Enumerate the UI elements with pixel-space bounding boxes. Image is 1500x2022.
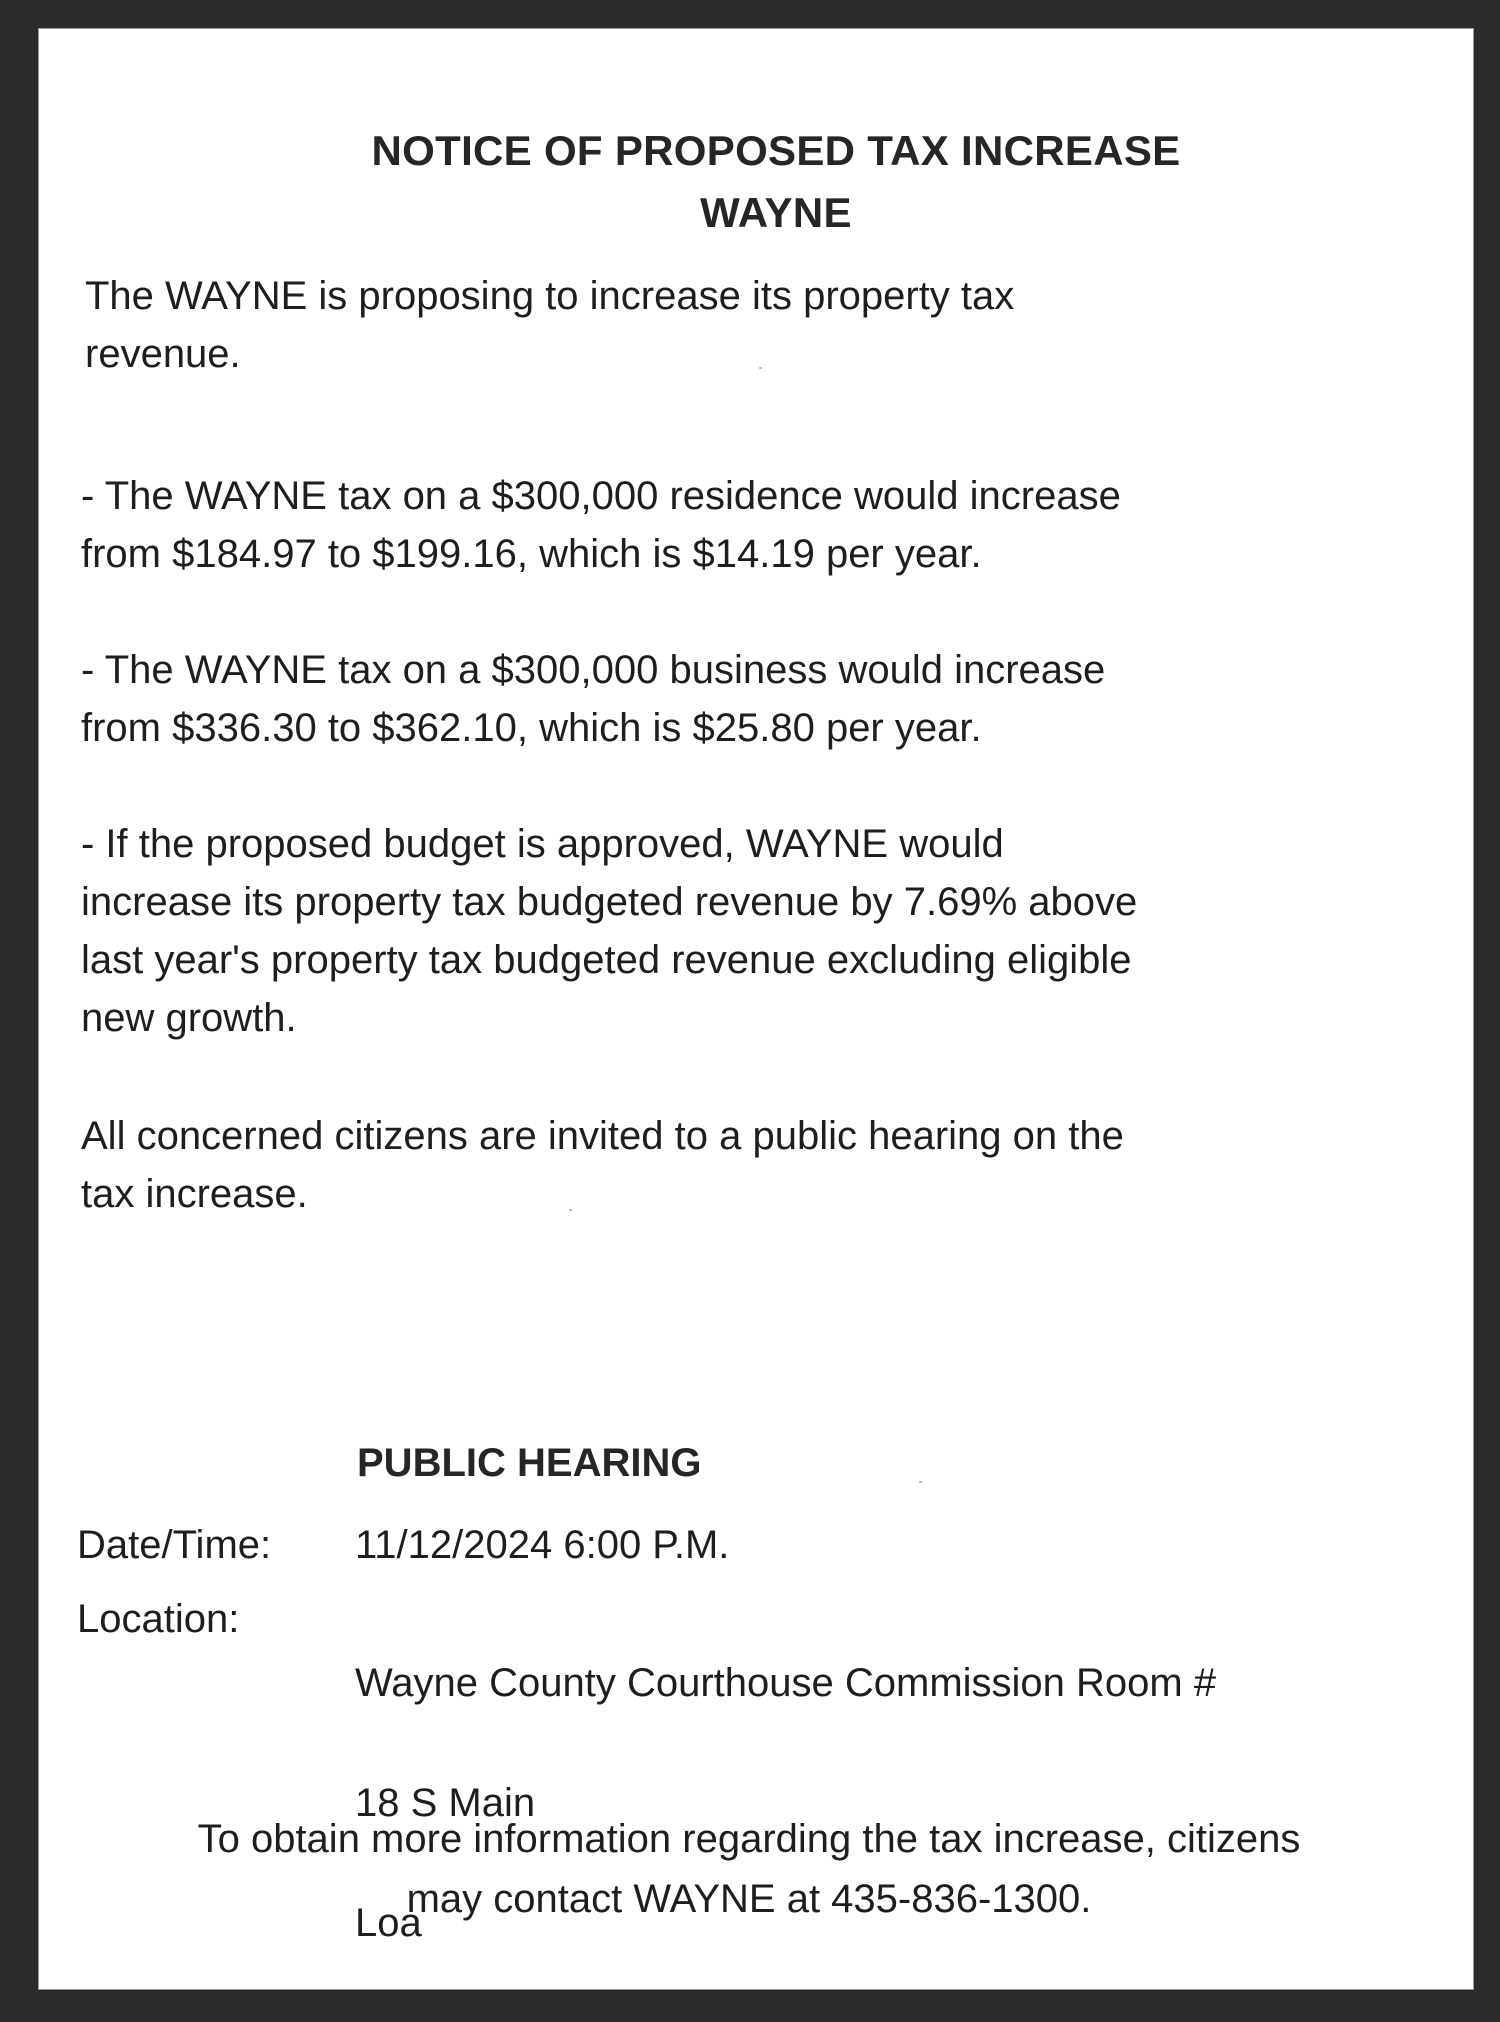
contact-footer: To obtain more information regarding the tax increase, citizens may contact WAYNE at 435-836-1300. bbox=[197, 1817, 1301, 1921]
scan-speck bbox=[569, 1209, 572, 1211]
location-value bbox=[355, 1593, 1216, 2013]
invitation-paragraph: All concerned citizens are invited to a public hearing on the tax increase. bbox=[81, 1114, 1124, 1216]
scan-speck bbox=[759, 367, 762, 369]
entity-name: WAYNE bbox=[700, 189, 852, 236]
notice-title: NOTICE OF PROPOSED TAX INCREASE bbox=[371, 127, 1181, 174]
date-time-value: 11/12/2024 6:00 P.M. bbox=[355, 1523, 730, 1567]
location-line-street: 18 S Main bbox=[355, 1781, 536, 1825]
budget-paragraph: - If the proposed budget is approved, WAYNE would increase its property tax budgeted revenue by 7.69% above last year's property tax budgeted revenue excluding eligible new growth. bbox=[81, 822, 1138, 1040]
intro-paragraph: The WAYNE is proposing to increase its property tax revenue. bbox=[85, 274, 1015, 376]
business-paragraph: - The WAYNE tax on a $300,000 business would increase from $336.30 to $362.10, which is $25.80 per year. bbox=[81, 648, 1106, 750]
location-line-building: Wayne County Courthouse Commission Room # bbox=[355, 1661, 1217, 1705]
location-line-city: Loa bbox=[355, 1901, 422, 1945]
location-label: Location: bbox=[77, 1597, 240, 1641]
scan-speck bbox=[919, 1481, 922, 1483]
date-time-label: Date/Time: bbox=[77, 1523, 272, 1567]
notice-document bbox=[38, 28, 1474, 1990]
residence-paragraph: - The WAYNE tax on a $300,000 residence would increase from $184.97 to $199.16, which is $14.19 per year. bbox=[81, 474, 1121, 576]
public-hearing-heading: PUBLIC HEARING bbox=[357, 1441, 702, 1485]
